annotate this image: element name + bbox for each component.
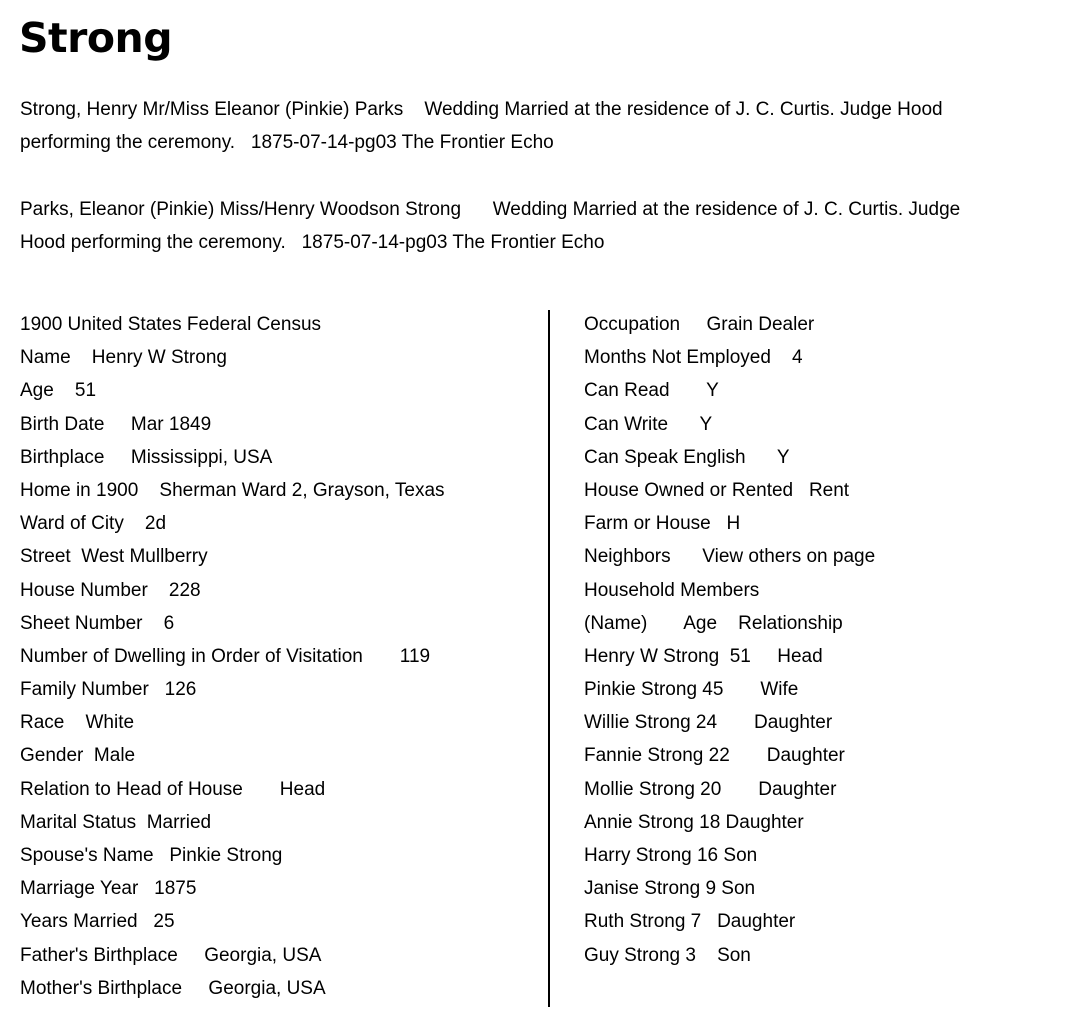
census-right-column (584, 308, 1074, 972)
census-field-farm-or-house: Farm or House H (584, 513, 741, 535)
household-member: Guy Strong 3 Son (584, 944, 751, 966)
census-field-spouse: Spouse's Name Pinkie Strong (20, 845, 283, 866)
household-member: Ruth Strong 7 Daughter (584, 911, 796, 933)
household-member: Fannie Strong 22 Daughter (584, 745, 845, 767)
census-field-can-read: Can Read Y (584, 380, 719, 402)
census-field-house-number: House Number 228 (20, 579, 201, 601)
census-field-can-write: Can Write Y (584, 413, 713, 435)
household-member: Willie Strong 24 Daughter (584, 712, 833, 734)
census-field-gender: Gender Male (20, 745, 136, 767)
census-field-sheet-number: Sheet Number 6 (20, 612, 175, 634)
page-title: Strong (19, 14, 173, 62)
census-field-father-birthplace: Father's Birthplace Georgia, USA (20, 944, 322, 966)
census-field-home: Home in 1900 Sherman Ward 2, Grayson, Texas (20, 479, 445, 501)
household-member: Annie Strong 18 Daughter (584, 811, 804, 833)
census-field-birthplace: Birthplace Mississippi, USA (20, 446, 273, 468)
census-field-neighbors: Neighbors View others on page (584, 546, 876, 568)
household-members-heading: Household Members (584, 579, 760, 601)
census-field-relation: Relation to Head of House Head (20, 778, 326, 800)
census-field-dwelling-number: Number of Dwelling in Order of Visitation 119 (20, 645, 431, 667)
wedding-notice-parks: Parks, Eleanor (Pinkie) Miss/Henry Woodson Strong Wedding Married at the residence of J. C. Curtis. Judge Hood performing the ceremony. 1875-07-14-pg03 The Frontier Echo (20, 199, 961, 253)
household-member: Harry Strong 16 Son (584, 845, 758, 866)
census-field-street: Street West Mullberry (20, 546, 208, 568)
census-field-months-not-employed: Months Not Employed 4 (584, 347, 803, 369)
census-field-years-married: Years Married 25 (20, 911, 175, 933)
census-field-ward: Ward of City 2d (20, 513, 167, 535)
census-field-marriage-year: Marriage Year 1875 (20, 878, 197, 900)
census-field-occupation: Occupation Grain Dealer (584, 314, 815, 335)
household-member: Pinkie Strong 45 Wife (584, 679, 799, 701)
census-field-age: Age 51 (20, 380, 97, 402)
wedding-notice-strong: Strong, Henry Mr/Miss Eleanor (Pinkie) Parks Wedding Married at the residence of J. C. Curtis. Judge Hood performing the ceremony. 1875-07-14-pg03 The Frontier Echo (20, 99, 943, 153)
column-divider (548, 310, 550, 1007)
household-member: Janise Strong 9 Son (584, 878, 756, 900)
census-field-can-speak-english: Can Speak English Y (584, 446, 790, 468)
census-heading: 1900 United States Federal Census (20, 314, 322, 335)
household-member: Henry W Strong 51 Head (584, 645, 823, 667)
household-members-header: (Name) Age Relationship (584, 612, 843, 634)
household-member: Mollie Strong 20 Daughter (584, 778, 837, 800)
census-left-column (20, 308, 540, 1005)
census-field-mother-birthplace: Mother's Birthplace Georgia, USA (20, 977, 326, 999)
census-field-name: Name Henry W Strong (20, 347, 227, 369)
census-field-birth-date: Birth Date Mar 1849 (20, 413, 212, 435)
census-field-family-number: Family Number 126 (20, 679, 197, 701)
census-field-marital-status: Marital Status Married (20, 811, 212, 833)
census-field-race: Race White (20, 712, 135, 734)
census-field-house-owned: House Owned or Rented Rent (584, 479, 850, 501)
